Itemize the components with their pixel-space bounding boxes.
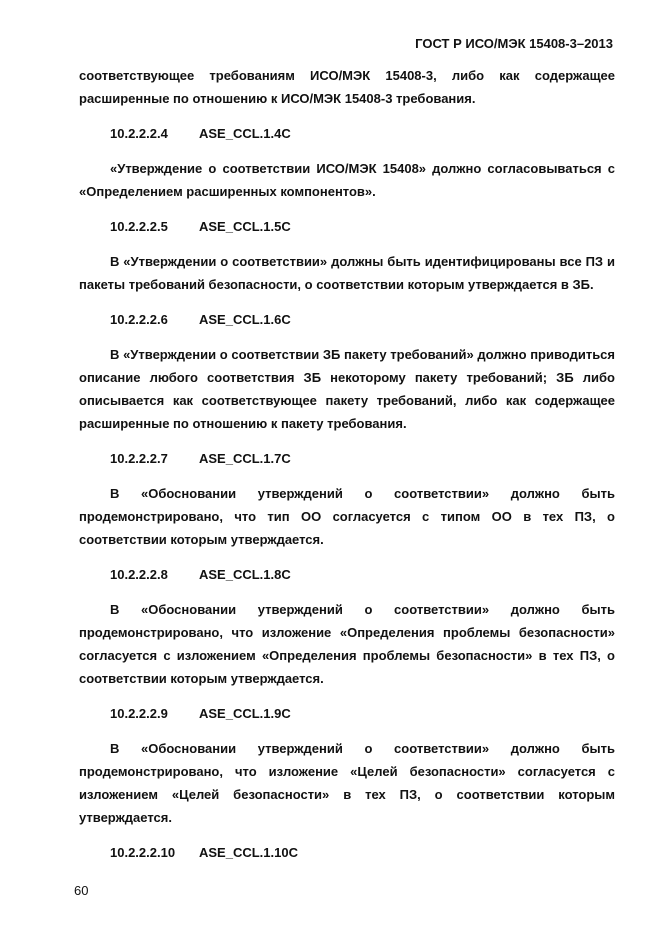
section-heading	[110, 308, 615, 331]
element-code: ASE_CCL.1.5C	[199, 219, 291, 234]
section-number: 10.2.2.2.8	[110, 567, 168, 582]
section-number: 10.2.2.2.7	[110, 451, 168, 466]
paragraph: В «Обосновании утверждений о соответствии» должно быть продемонстрировано, что изложение «Определения проблемы безопасности» согласуется с изложением «Определения проблемы безопасности» в тех ПЗ, о соответствии которым утверждается.	[79, 602, 615, 686]
section-heading	[110, 447, 615, 470]
page-number: 60	[74, 883, 89, 898]
paragraph: В «Утверждении о соответствии ЗБ пакету требований» должно приводиться описание любого соответствия ЗБ некоторому пакету требований; ЗБ либо описывается как соответствующее пакету требований, либо как содержащее расширенные по отношению к пакету требования.	[79, 347, 615, 431]
paragraph: «Утверждение о соответствии ИСО/МЭК 15408» должно согласовываться с «Определением расширенных компонентов».	[79, 161, 615, 199]
element-code: ASE_CCL.1.4C	[199, 126, 291, 141]
element-code: ASE_CCL.1.7C	[199, 451, 291, 466]
section-number: 10.2.2.2.9	[110, 706, 168, 721]
element-code: ASE_CCL.1.8C	[199, 567, 291, 582]
section-heading	[110, 841, 615, 864]
section-number: 10.2.2.2.6	[110, 312, 168, 327]
page-body	[79, 64, 615, 876]
paragraph: В «Обосновании утверждений о соответствии» должно быть продемонстрировано, что тип ОО согласуется с типом ОО в тех ПЗ, о соответствии которым утверждается.	[79, 486, 615, 547]
section-number: 10.2.2.2.10	[110, 845, 176, 860]
running-header: ГОСТ Р ИСО/МЭК 15408-3–2013	[415, 36, 613, 51]
paragraph: В «Утверждении о соответствии» должны быть идентифицированы все ПЗ и пакеты требований безопасности, о соответствии которым утверждается в ЗБ.	[79, 254, 615, 292]
section-heading	[110, 215, 615, 238]
element-code: ASE_CCL.1.9C	[199, 706, 291, 721]
section-heading	[110, 563, 615, 586]
paragraph: В «Обосновании утверждений о соответствии» должно быть продемонстрировано, что изложение «Целей безопасности» согласуется с изложением «Целей безопасности» в тех ПЗ, о соответствии которым утверждается.	[79, 741, 615, 825]
element-code: ASE_CCL.1.6C	[199, 312, 291, 327]
section-number: 10.2.2.2.4	[110, 126, 168, 141]
paragraph: соответствующее требованиям ИСО/МЭК 15408-3, либо как содержащее расширенные по отношению к ИСО/МЭК 15408-3 требования.	[79, 68, 615, 106]
section-heading	[110, 702, 615, 725]
section-number: 10.2.2.2.5	[110, 219, 168, 234]
element-code: ASE_CCL.1.10C	[199, 845, 298, 860]
section-heading	[110, 122, 615, 145]
